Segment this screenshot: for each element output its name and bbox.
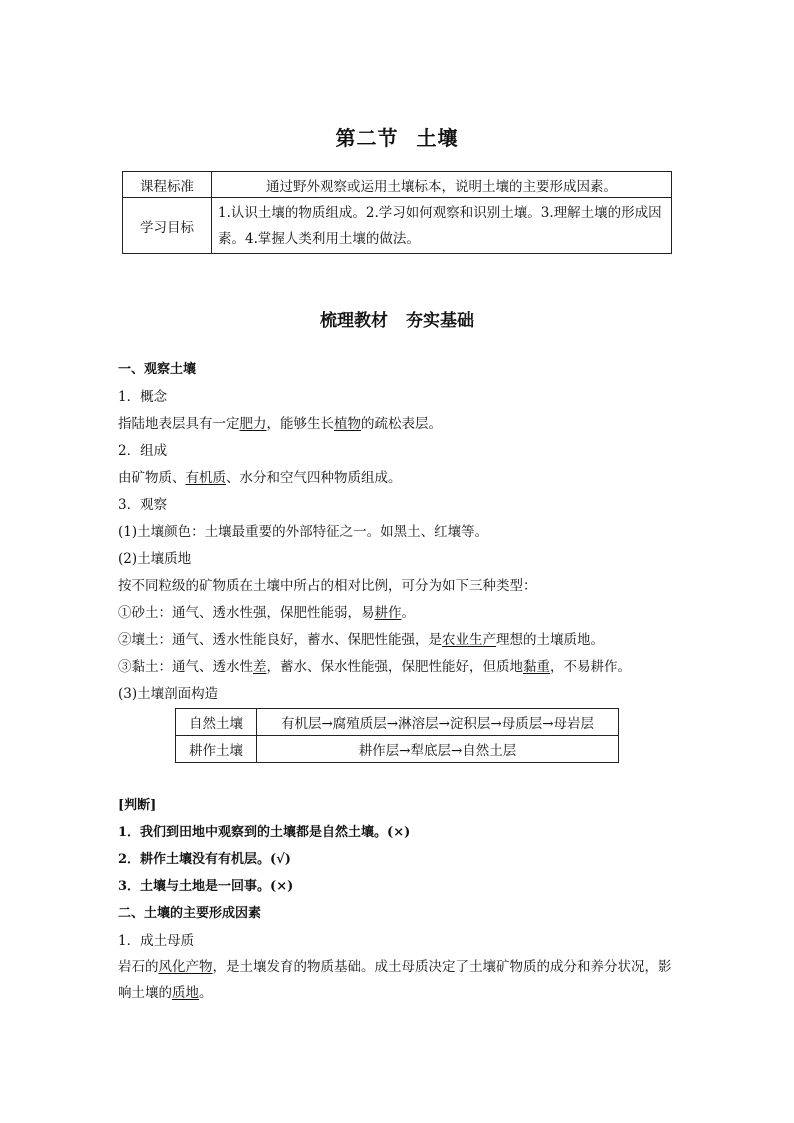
- parent-text-a: 岩石的: [118, 959, 159, 975]
- soil-profile-heading: (3)土壤剖面构造: [118, 686, 219, 702]
- loam-soil-text-a: ②壤土：通气、透水性能良好，蓄水、保肥性能强，是: [118, 632, 442, 648]
- section-heading-part1: 梳理教材: [320, 311, 388, 331]
- sandy-soil-text-a: ①砂土：通气、透水性强，保肥性能弱，易: [118, 605, 375, 621]
- section-heading: [0, 306, 794, 331]
- soil-color-text: (1)土壤颜色：土壤最重要的外部特征之一。如黑土、红壤等。: [118, 524, 489, 540]
- judge-label: [判断]: [118, 798, 157, 813]
- standards-label-curriculum: 课程标准: [123, 172, 212, 198]
- title-topic: 土壤: [416, 126, 459, 150]
- standards-row-objectives: [123, 198, 672, 254]
- clay-soil-text-b: ，蓄水、保水性能强，保肥性能好，但质地: [266, 659, 523, 675]
- parent-text-c: 。: [199, 985, 213, 1001]
- concept-term-fertility: 肥力: [239, 416, 267, 432]
- standards-row-curriculum: [123, 172, 672, 198]
- composition-text: [118, 466, 402, 486]
- profile-name-natural: 自然土壤: [176, 709, 257, 736]
- composition-term-organic: 有机质: [185, 470, 226, 486]
- judge-item-1: 1．我们到田地中观察到的土壤都是自然土壤。(×): [118, 825, 411, 840]
- parent-material-heading: 1．成土母质: [118, 933, 195, 949]
- standards-table: [122, 171, 672, 254]
- parent-material-text: [118, 954, 674, 1006]
- loam-soil-term: 农业生产: [442, 632, 496, 648]
- section-heading-part2: 夯实基础: [406, 311, 474, 331]
- clay-soil-text-c: ，不易耕作。: [550, 659, 631, 675]
- profile-row-cultivated: [176, 736, 619, 763]
- clay-soil-term-heavy: 黏重: [523, 659, 550, 675]
- clay-soil-term-poor: 差: [253, 659, 267, 675]
- profile-row-natural: [176, 709, 619, 736]
- concept-text-a: 指陆地表层具有一定: [118, 416, 240, 432]
- observation-heading: 3．观察: [118, 497, 168, 513]
- profile-name-cultivated: 耕作土壤: [176, 736, 257, 763]
- concept-heading: 1．概念: [118, 389, 168, 405]
- standards-content-objectives: 1.认识土壤的物质组成。2.学习如何观察和识别土壤。3.理解土壤的形成因素。4.掌握人类利用土壤的做法。: [212, 198, 672, 254]
- standards-content-curriculum: 通过野外观察或运用土壤标本，说明土壤的主要形成因素。: [212, 172, 672, 198]
- composition-text-a: 由矿物质、: [118, 470, 186, 486]
- loam-soil-item: [118, 628, 604, 648]
- concept-text-b: ，能够生长: [266, 416, 334, 432]
- concept-text: [118, 412, 442, 432]
- judge-item-2: 2．耕作土壤没有有机层。(√): [118, 852, 291, 867]
- part2-heading: 二、土壤的主要形成因素: [118, 906, 262, 921]
- concept-term-plants: 植物: [334, 416, 361, 432]
- soil-texture-heading: (2)土壤质地: [118, 551, 192, 567]
- parent-text-b: ，是土壤发育的物质基础。成土母质决定了土壤矿物质的成分和养分状况，影响土壤的: [118, 959, 672, 1001]
- profile-layers-cultivated: 耕作层→犁底层→自然土层: [257, 736, 619, 763]
- page-title: [0, 122, 794, 151]
- standards-label-objectives: 学习目标: [123, 198, 212, 254]
- soil-texture-intro: 按不同粒级的矿物质在土壤中所占的相对比例，可分为如下三种类型：: [118, 578, 537, 594]
- concept-text-c: 的疏松表层。: [361, 416, 442, 432]
- composition-heading: 2．组成: [118, 443, 168, 459]
- composition-text-b: 、水分和空气四种物质组成。: [226, 470, 402, 486]
- clay-soil-item: [118, 655, 631, 675]
- clay-soil-text-a: ③黏土：通气、透水性: [118, 659, 253, 675]
- title-section-number: 第二节: [335, 126, 399, 150]
- sandy-soil-item: [118, 601, 415, 621]
- loam-soil-text-b: 理想的土壤质地。: [496, 632, 604, 648]
- judge-item-3: 3．土壤与土地是一回事。(×): [118, 879, 294, 894]
- soil-profile-table: [175, 708, 619, 763]
- parent-term-weathering: 风化产物: [158, 959, 213, 975]
- sandy-soil-text-b: 。: [401, 605, 415, 621]
- parent-term-texture: 质地: [172, 985, 199, 1001]
- sandy-soil-term: 耕作: [374, 605, 402, 621]
- profile-layers-natural: 有机层→腐殖质层→淋溶层→淀积层→母质层→母岩层: [257, 709, 619, 736]
- part1-heading: 一、观察土壤: [118, 362, 197, 377]
